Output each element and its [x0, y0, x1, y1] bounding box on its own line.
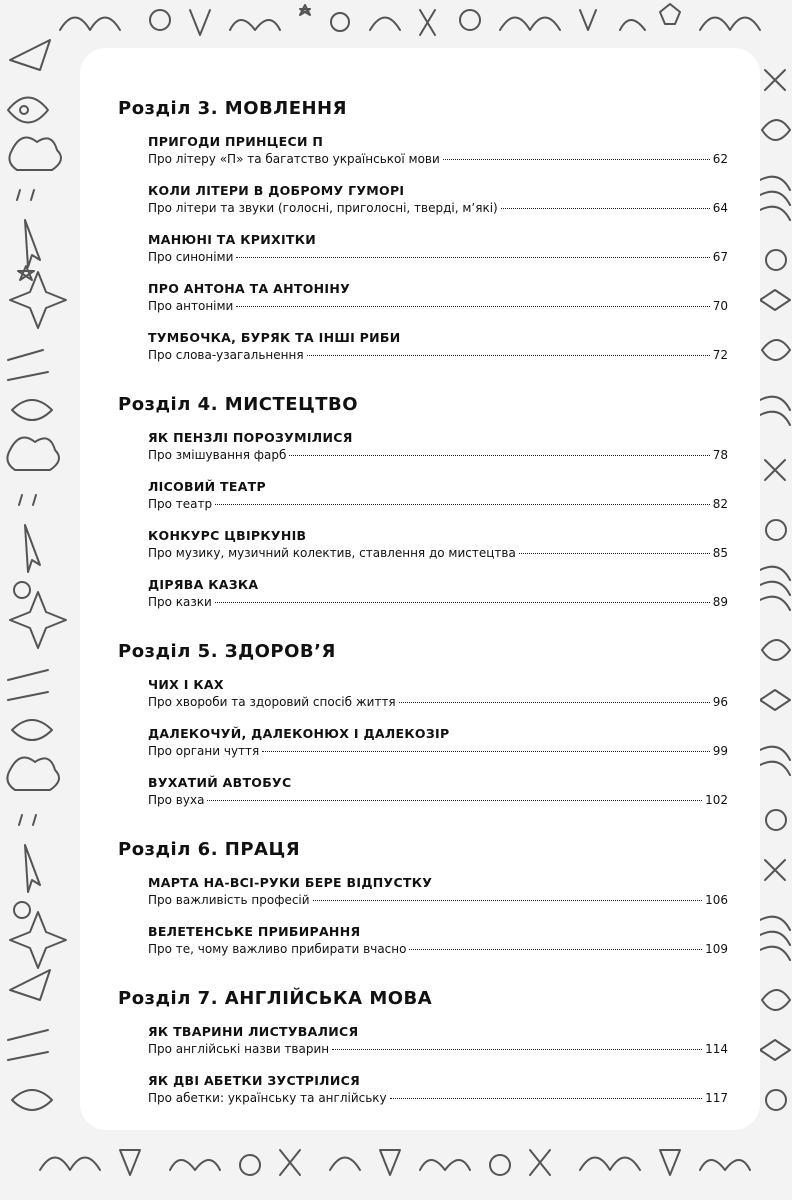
toc-entry	[148, 133, 728, 168]
entry-line	[148, 249, 728, 266]
entry-line	[148, 1041, 728, 1058]
entry-description: Про змішування фарб	[148, 448, 287, 462]
entry-line	[148, 743, 728, 760]
entry-title: КОЛИ ЛІТЕРИ В ДОБРОМУ ГУМОРІ	[148, 183, 405, 198]
table-of-contents	[118, 98, 728, 1137]
section-title: Розділ 7. АНГЛІЙСЬКА МОВА	[118, 988, 433, 1009]
dot-leader	[289, 455, 709, 456]
dot-leader	[236, 257, 709, 258]
entry-title: ВУХАТИЙ АВТОБУС	[148, 775, 292, 790]
entry-description: Про синоніми	[148, 250, 234, 264]
toc-entry	[148, 280, 728, 315]
entry-description: Про літеру «П» та багатство української мови	[148, 152, 440, 166]
entry-line	[148, 941, 728, 958]
page-number: 64	[712, 201, 728, 215]
page-number: 82	[712, 497, 728, 511]
toc-section	[118, 394, 728, 611]
page-number: 89	[712, 595, 728, 609]
entry-title: ЯК ДВІ АБЕТКИ ЗУСТРІЛИСЯ	[148, 1073, 361, 1088]
section-title: Розділ 4. МИСТЕЦТВО	[118, 394, 359, 415]
entry-line	[148, 892, 728, 909]
dot-leader	[399, 702, 710, 703]
toc-section	[118, 839, 728, 958]
entry-line	[148, 694, 728, 711]
toc-page	[80, 48, 760, 1130]
toc-entry	[148, 1023, 728, 1058]
toc-entry	[148, 527, 728, 562]
section-title: Розділ 6. ПРАЦЯ	[118, 839, 301, 860]
entry-line	[148, 594, 728, 611]
dot-leader	[519, 553, 710, 554]
entry-description: Про вуха	[148, 793, 205, 807]
entry-title: ДАЛЕКОЧУЙ, ДАЛЕКОНЮХ І ДАЛЕКОЗІР	[148, 726, 450, 741]
entry-line	[148, 298, 728, 315]
toc-entry	[148, 429, 728, 464]
entry-line	[148, 792, 728, 809]
toc-entry	[148, 329, 728, 364]
entry-description: Про слова-узагальнення	[148, 348, 304, 362]
entry-title: ЧИХ І КАХ	[148, 677, 224, 692]
entry-title: КОНКУРС ЦВІРКУНІВ	[148, 528, 307, 543]
toc-section	[118, 988, 728, 1107]
dot-leader	[236, 306, 709, 307]
toc-entry	[148, 231, 728, 266]
entry-line	[148, 447, 728, 464]
dot-leader	[215, 602, 710, 603]
bottom-doodles	[40, 1150, 750, 1175]
page-number: 109	[705, 942, 728, 956]
dot-leader	[332, 1049, 702, 1050]
page-number: 67	[712, 250, 728, 264]
page-number: 62	[712, 152, 728, 166]
entry-description: Про музику, музичний колектив, ставлення до мистецтва	[148, 546, 516, 560]
page-number: 117	[705, 1091, 728, 1105]
entry-description: Про літери та звуки (голосні, приголосні, тверді, м’які)	[148, 201, 498, 215]
toc-section	[118, 641, 728, 809]
toc-section	[118, 98, 728, 364]
entry-title: МАРТА НА-ВСІ-РУКИ БЕРЕ ВІДПУСТКУ	[148, 875, 433, 890]
section-title: Розділ 3. МОВЛЕННЯ	[118, 98, 347, 119]
page-number: 85	[712, 546, 728, 560]
entry-line	[148, 496, 728, 513]
toc-entry	[148, 923, 728, 958]
entry-title: ЯК ПЕНЗЛІ ПОРОЗУМІЛИСЯ	[148, 430, 353, 445]
page-number: 70	[712, 299, 728, 313]
entry-line	[148, 347, 728, 364]
page-number: 106	[705, 893, 728, 907]
dot-leader	[443, 159, 710, 160]
toc-entry	[148, 478, 728, 513]
entry-title: ВЕЛЕТЕНСЬКЕ ПРИБИРАННЯ	[148, 924, 361, 939]
entry-description: Про казки	[148, 595, 212, 609]
entry-title: ЛІСОВИЙ ТЕАТР	[148, 479, 266, 494]
entry-title: ТУМБОЧКА, БУРЯК ТА ІНШІ РИБИ	[148, 330, 401, 345]
entry-title: ПРИГОДИ ПРИНЦЕСИ П	[148, 134, 324, 149]
page-number: 96	[712, 695, 728, 709]
dot-leader	[409, 949, 702, 950]
entry-line	[148, 151, 728, 168]
dot-leader	[215, 504, 710, 505]
page-number: 102	[705, 793, 728, 807]
entry-description: Про абетки: українську та англійську	[148, 1091, 387, 1105]
toc-entry	[148, 576, 728, 611]
entry-description: Про важливість професій	[148, 893, 310, 907]
toc-entry	[148, 676, 728, 711]
page-number: 99	[712, 744, 728, 758]
right-doodles	[760, 70, 790, 1110]
entry-description: Про хвороби та здоровий спосіб життя	[148, 695, 396, 709]
toc-entry	[148, 874, 728, 909]
entry-description: Про те, чому важливо прибирати вчасно	[148, 942, 407, 956]
entry-description: Про органи чуття	[148, 744, 260, 758]
toc-entry	[148, 725, 728, 760]
page-number: 78	[712, 448, 728, 462]
toc-entry	[148, 774, 728, 809]
dot-leader	[313, 900, 703, 901]
left-doodles	[7, 40, 66, 1110]
entry-title: МАНЮНІ ТА КРИХІТКИ	[148, 232, 316, 247]
top-doodles	[60, 4, 760, 35]
page-number: 114	[705, 1042, 728, 1056]
dot-leader	[262, 751, 709, 752]
entry-description: Про англійські назви тварин	[148, 1042, 330, 1056]
entry-description: Про антоніми	[148, 299, 234, 313]
dot-leader	[307, 355, 710, 356]
entry-title: ПРО АНТОНА ТА АНТОНІНУ	[148, 281, 351, 296]
entry-description: Про театр	[148, 497, 213, 511]
entry-title: ЯК ТВАРИНИ ЛИСТУВАЛИСЯ	[148, 1024, 359, 1039]
entry-line	[148, 200, 728, 217]
toc-entry	[148, 1072, 728, 1107]
entry-line	[148, 1090, 728, 1107]
dot-leader	[207, 800, 702, 801]
dot-leader	[501, 208, 710, 209]
section-title: Розділ 5. ЗДОРОВ’Я	[118, 641, 336, 662]
entry-line	[148, 545, 728, 562]
toc-entry	[148, 182, 728, 217]
dot-leader	[390, 1098, 702, 1099]
entry-title: ДІРЯВА КАЗКА	[148, 577, 259, 592]
page-number: 72	[712, 348, 728, 362]
